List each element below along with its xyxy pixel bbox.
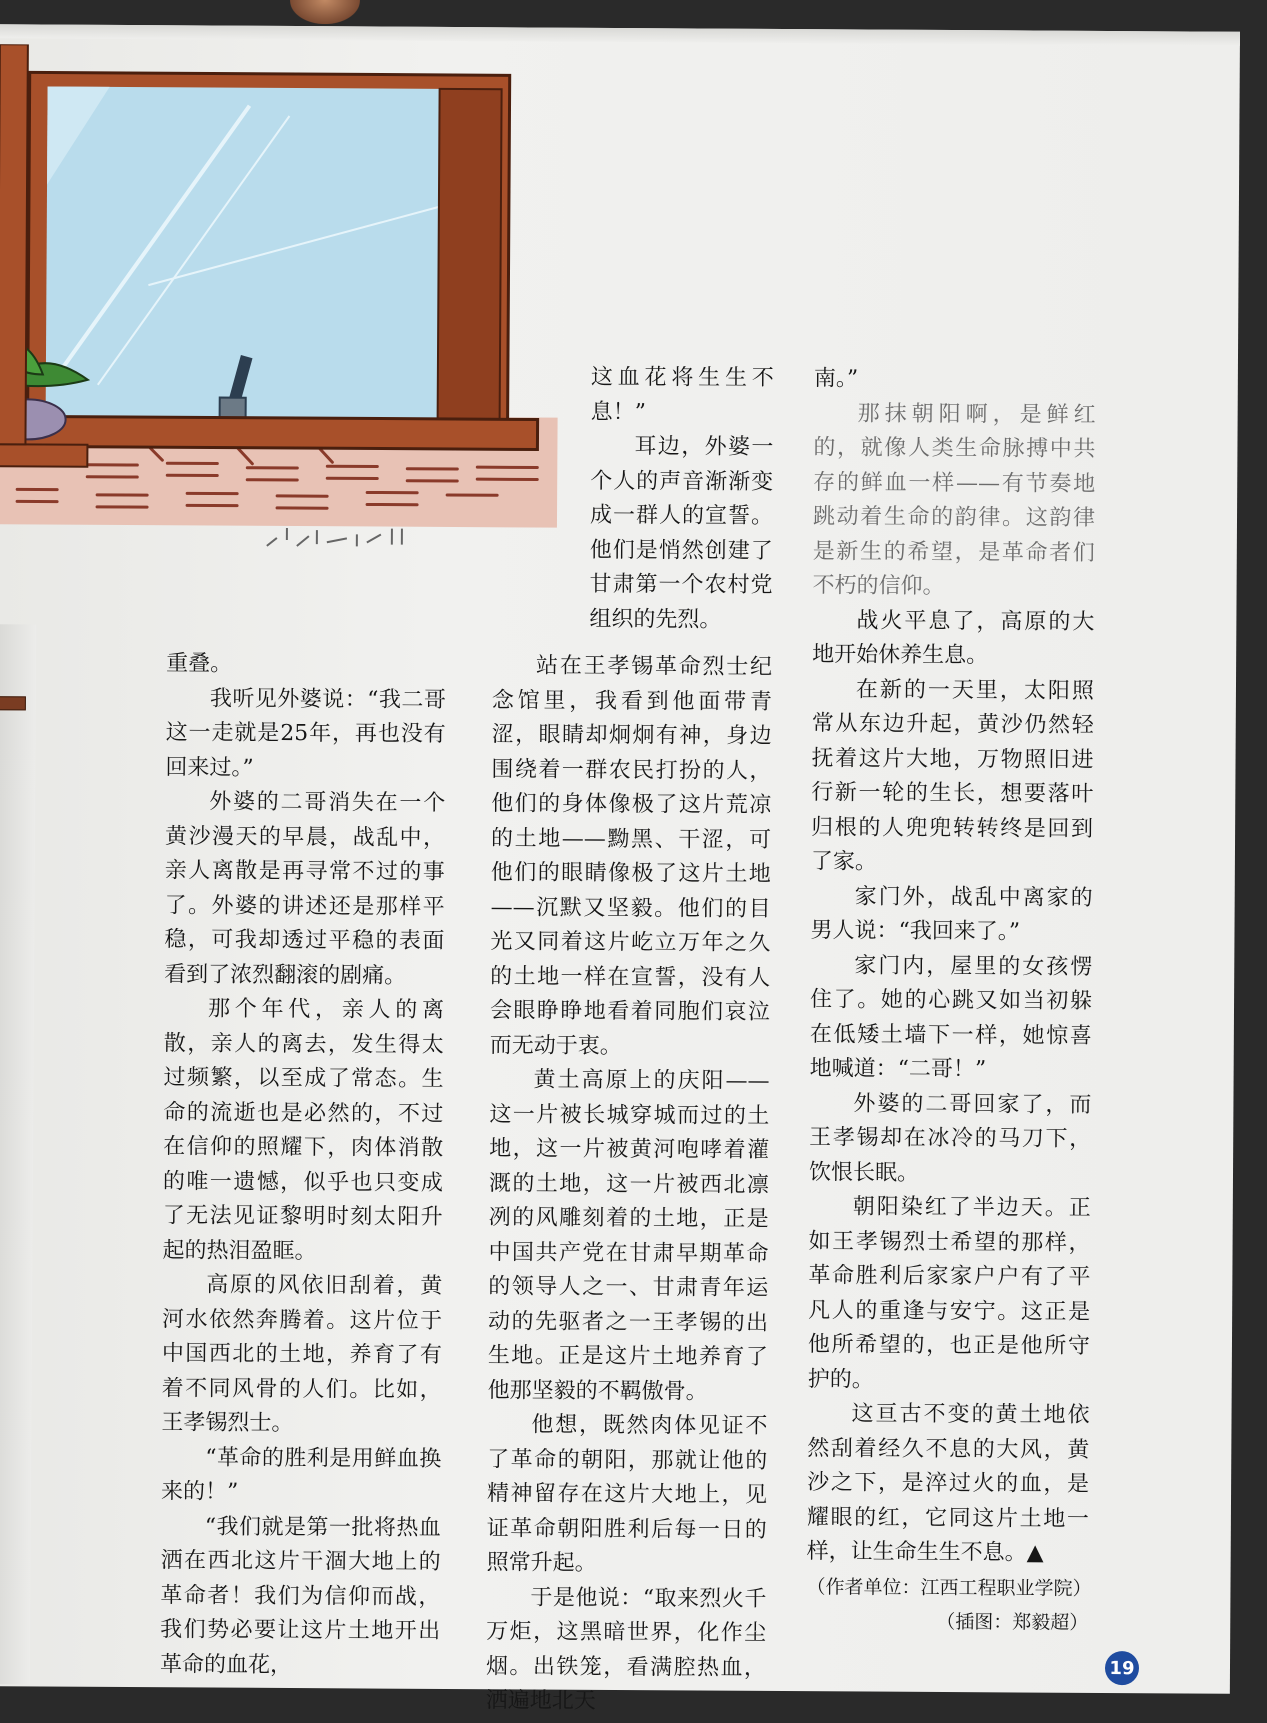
paragraph: 那抹朝阳啊，是鲜红的，就像人类生命脉搏中共存的鲜血一样——有节奏地跳动着生命的韵律。这韵律是新生的希望，是革命者们不朽的信仰。 bbox=[812, 397, 1095, 606]
magazine-page bbox=[0, 24, 1240, 1694]
paragraph: 耳边，外婆一个人的声音渐渐变成一群人的宣誓。他们是悄然创建了甘肃第一个农村党组织的先烈。 bbox=[589, 430, 773, 638]
paragraph: 黄土高原上的庆阳——这一片被长城穿城而过的土地，这一片被黄河咆哮着灌溉的土地，这一片被西北凛冽的风雕刻着的土地，正是中国共产党在甘肃早期革命的领导人之一、甘肃青年运动的先驱者之一王孝锡的出生地。正是这片土地养育了他那坚毅的不羁傲骨。 bbox=[488, 1063, 770, 1410]
adjacent-page-edge bbox=[0, 624, 36, 1684]
paragraph: 高原的风依旧刮着，黄河水依然奔腾着。这片位于中国西北的土地，养育了有着不同风骨的人们。比如，王孝锡烈士。 bbox=[161, 1268, 442, 1442]
paragraph: 重叠。 bbox=[166, 647, 446, 683]
paragraph: 这血花将生生不息！” bbox=[591, 361, 774, 431]
paragraph: 站在王孝锡革命烈士纪念馆里，我看到他面带青涩，眼睛却炯炯有神，身边围绕着一群农民打扮的人，他们的身体像极了这片荒凉的土地——黝黑、干涩，可他们的眼睛像极了这片土地——沉默又坚毅。他们的目光又同着这片屹立万年之久的土地一样在宣誓，没有人会眼睁睁地看着同胞们哀泣而无动于衷。 bbox=[490, 649, 773, 1065]
article-column-2-top bbox=[589, 361, 774, 638]
paragraph: 南。” bbox=[814, 362, 1096, 398]
paragraph: “我们就是第一批将热血洒在西北这片干涸大地上的革命者！我们为信仰而战，我们势必要让这片土地开出革命的血花， bbox=[160, 1510, 441, 1684]
paragraph: 这亘古不变的黄土地依然刮着经久不息的大风，黄沙之下，是淬过火的血，是耀眼的红，它同这片土地一样，让生命生生不息。▲ bbox=[807, 1397, 1090, 1571]
page-number: 19 bbox=[1105, 1651, 1139, 1685]
paragraph: 在新的一天里，太阳照常从东边升起，黄沙仍然轻抚着这片大地，万物照旧进行新一轮的生长，想要落叶归根的人兜兜转转终是回到了家。 bbox=[811, 673, 1094, 882]
author-unit: （作者单位：江西工程职业学院） bbox=[806, 1570, 1088, 1606]
paragraph: “革命的胜利是用鲜血换来的！” bbox=[161, 1441, 441, 1512]
paragraph: 于是他说：“取来烈火千万炬，这黑暗世界，化作尘烟。出铁笼，看满腔热血，洒遍地北天 bbox=[486, 1581, 767, 1721]
page-top-edge bbox=[0, 24, 1240, 46]
article-column-3 bbox=[806, 362, 1096, 1640]
paragraph: 那个年代，亲人的离散，亲人的离去，发生得太过频繁，以至成了常态。生命的流逝也是必然的，不过在信仰的照耀下，肉体消散的唯一遗憾，似乎也只变成了无法见证黎明时刻太阳升起的热泪盈眶。 bbox=[162, 992, 444, 1270]
illustrator-credit: （插图：郑毅超） bbox=[806, 1604, 1088, 1640]
thumb-at-top bbox=[290, 0, 360, 24]
window-illustration bbox=[0, 44, 580, 568]
article-column-1 bbox=[160, 647, 446, 1684]
adjacent-illustration-fragment bbox=[0, 696, 26, 710]
paragraph: 外婆的二哥消失在一个黄沙漫天的早晨，战乱中，亲人离散是再寻常不过的事了。外婆的讲述还是那样平稳，可我却透过平稳的表面看到了浓烈翻滚的剧痛。 bbox=[164, 785, 445, 994]
paragraph: 他想，既然肉体见证不了革命的朝阳，那就让他的精神留存在这片大地上，见证革命朝阳胜利后每一日的照常升起。 bbox=[487, 1408, 768, 1582]
paragraph: 家门内，屋里的女孩愣住了。她的心跳又如当初躲在低矮土墙下一样，她惊喜地喊道：“二哥！” bbox=[810, 949, 1093, 1089]
paragraph: 朝阳染红了半边天。正如王孝锡烈士希望的那样，革命胜利后家家户户有了平凡人的重逢与安宁。这正是他所希望的，也正是他所守护的。 bbox=[808, 1190, 1091, 1399]
paragraph: 我听见外婆说：“我二哥这一走就是25年，再也没有回来过。” bbox=[165, 682, 446, 787]
article-column-2 bbox=[486, 649, 773, 1720]
paragraph: 战火平息了，高原的大地开始休养生息。 bbox=[812, 604, 1094, 675]
paragraph: 家门外，战乱中离家的男人说：“我回来了。” bbox=[810, 880, 1092, 951]
paragraph: 外婆的二哥回家了，而王孝锡却在冰冷的马刀下，饮恨长眠。 bbox=[809, 1087, 1092, 1192]
